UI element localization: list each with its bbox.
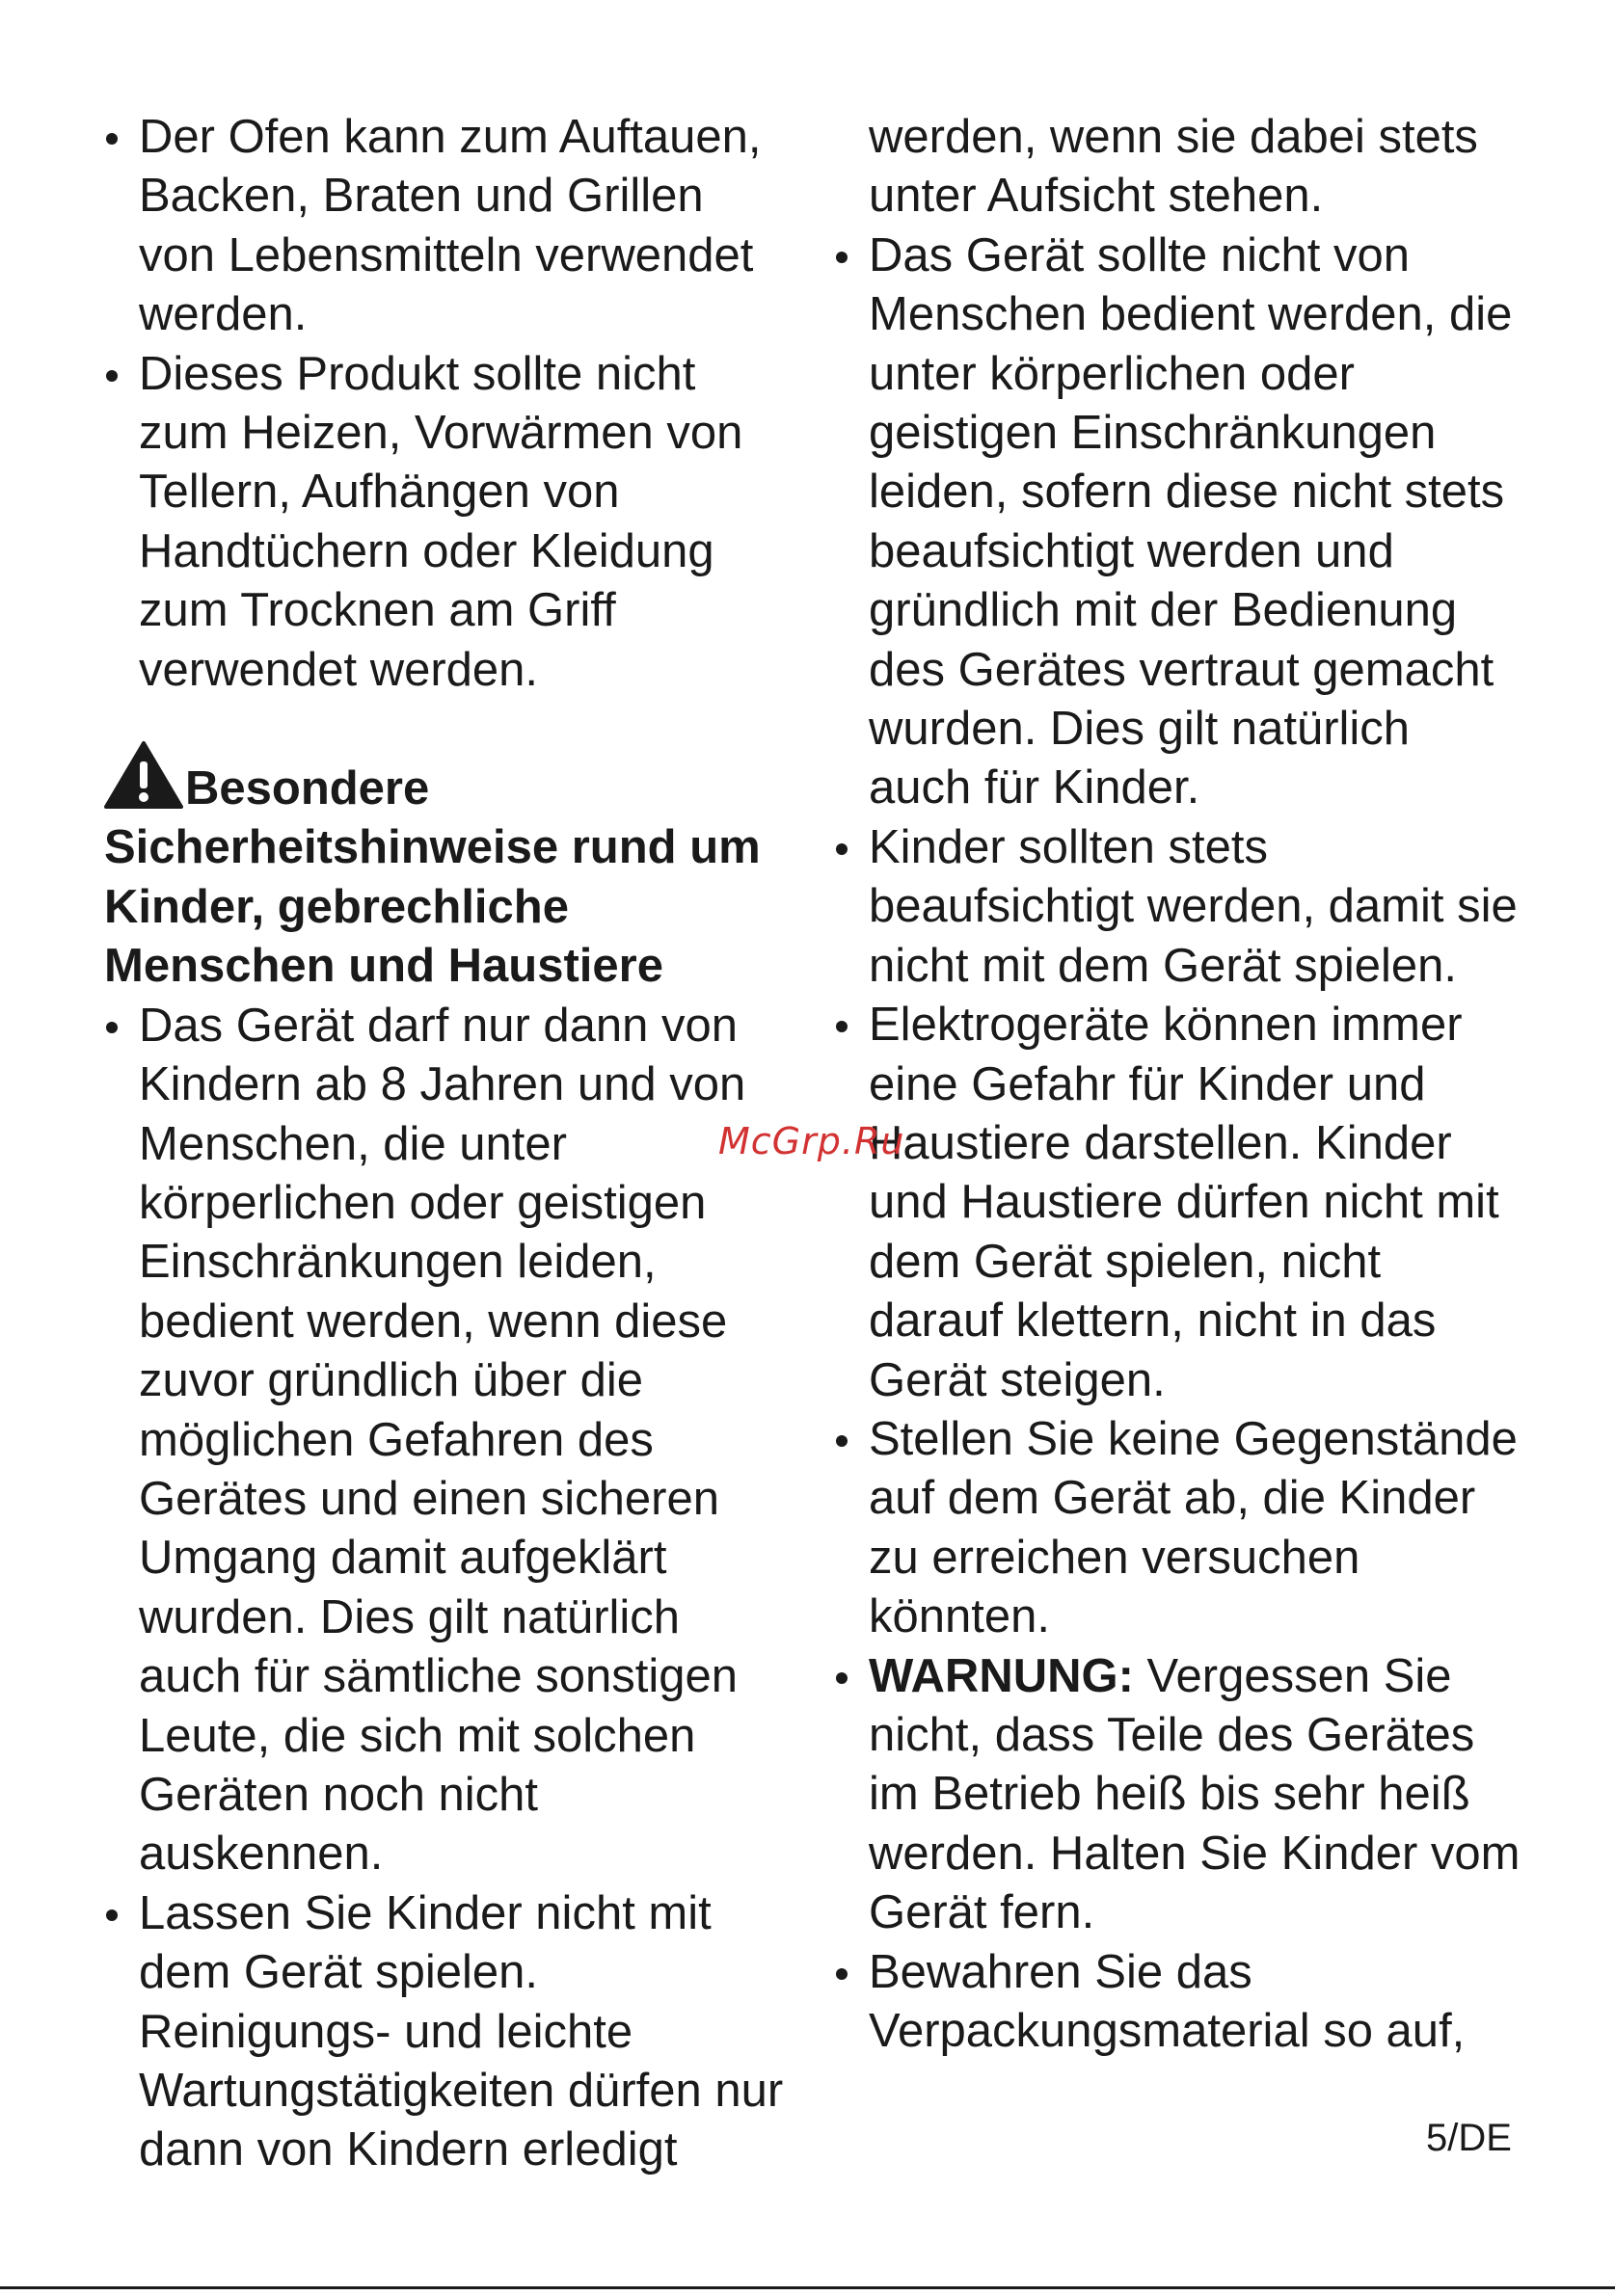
warning-list-item: [834, 1647, 1521, 1943]
list-item: Das Gerät darf nur dann von Kindern ab 8 Jahren und von Menschen, die unter körperlichen oder geistigen Einschränkungen leiden, bedient werden, wenn diese zuvor gründlich über die möglichen Gefahren des Gerätes und einen sicheren Umgang damit aufgeklärt wurden. Dies gilt natürlich auch für sämtliche sonstigen Leute, die sich mit solchen Geräten noch nicht auskennen.: [104, 997, 791, 1884]
list-item: Bewahren Sie das Verpackungsmaterial so auf,: [834, 1943, 1521, 2062]
list-item: Der Ofen kann zum Auftauen, Backen, Braten und Grillen von Lebensmitteln verwendet werden.: [104, 108, 791, 345]
list-item: Elektrogeräte können immer eine Gefahr für Kinder und Haustiere darstellen. Kinder und Haustiere dürfen nicht mit dem Gerät spielen, nicht darauf klettern, nicht in das Gerät steigen.: [834, 996, 1521, 1410]
section-heading: [104, 740, 791, 997]
right-bullet-list: [834, 227, 1521, 2062]
heading-rest: Sicherheitshinweise rund um Kinder, gebrechliche Menschen und Haustiere: [104, 821, 761, 993]
left-column: [104, 108, 791, 2180]
list-item: Dieses Produkt sollte nicht zum Heizen, Vorwärmen von Tellern, Aufhängen von Handtüchern oder Kleidung zum Trocknen am Griff verwendet werden.: [104, 345, 791, 700]
left-bullet-list-bottom: [104, 997, 791, 2180]
warning-text: Vergessen Sie nicht, dass Teile des Gerätes im Betrieb heiß bis sehr heiß werden. Halten Sie Kinder vom Gerät fern.: [869, 1649, 1521, 1939]
warning-triangle-icon: [104, 740, 183, 810]
list-item: Das Gerät sollte nicht von Menschen bedient werden, die unter körperlichen oder geistigen Einschränkungen leiden, sofern diese nicht stets beaufsichtigt werden und gründlich mit der Bedienung des Gerätes vertraut gemacht wurden. Dies gilt natürlich auch für Kinder.: [834, 227, 1521, 818]
left-bullet-list-top: [104, 108, 791, 700]
page-number: 5/DE: [1426, 2117, 1512, 2159]
list-item: Lassen Sie Kinder nicht mit dem Gerät spielen. Reinigungs- und leichte Wartungstätigkeiten dürfen nur dann von Kindern erledigt: [104, 1884, 791, 2180]
list-item: Stellen Sie keine Gegenstände auf dem Gerät ab, die Kinder zu erreichen versuchen könnten.: [834, 1410, 1521, 1647]
bottom-rule: [0, 2286, 1615, 2289]
continuation-text: werden, wenn sie dabei stets unter Aufsicht stehen.: [869, 111, 1478, 223]
list-item: Kinder sollten stets beaufsichtigt werden, damit sie nicht mit dem Gerät spielen.: [834, 818, 1521, 996]
warning-label: WARNUNG:: [869, 1649, 1134, 1702]
right-column: [834, 108, 1521, 2061]
heading-line-1: Besondere: [185, 762, 430, 815]
watermark: McGrp.Ru: [718, 1120, 905, 1162]
